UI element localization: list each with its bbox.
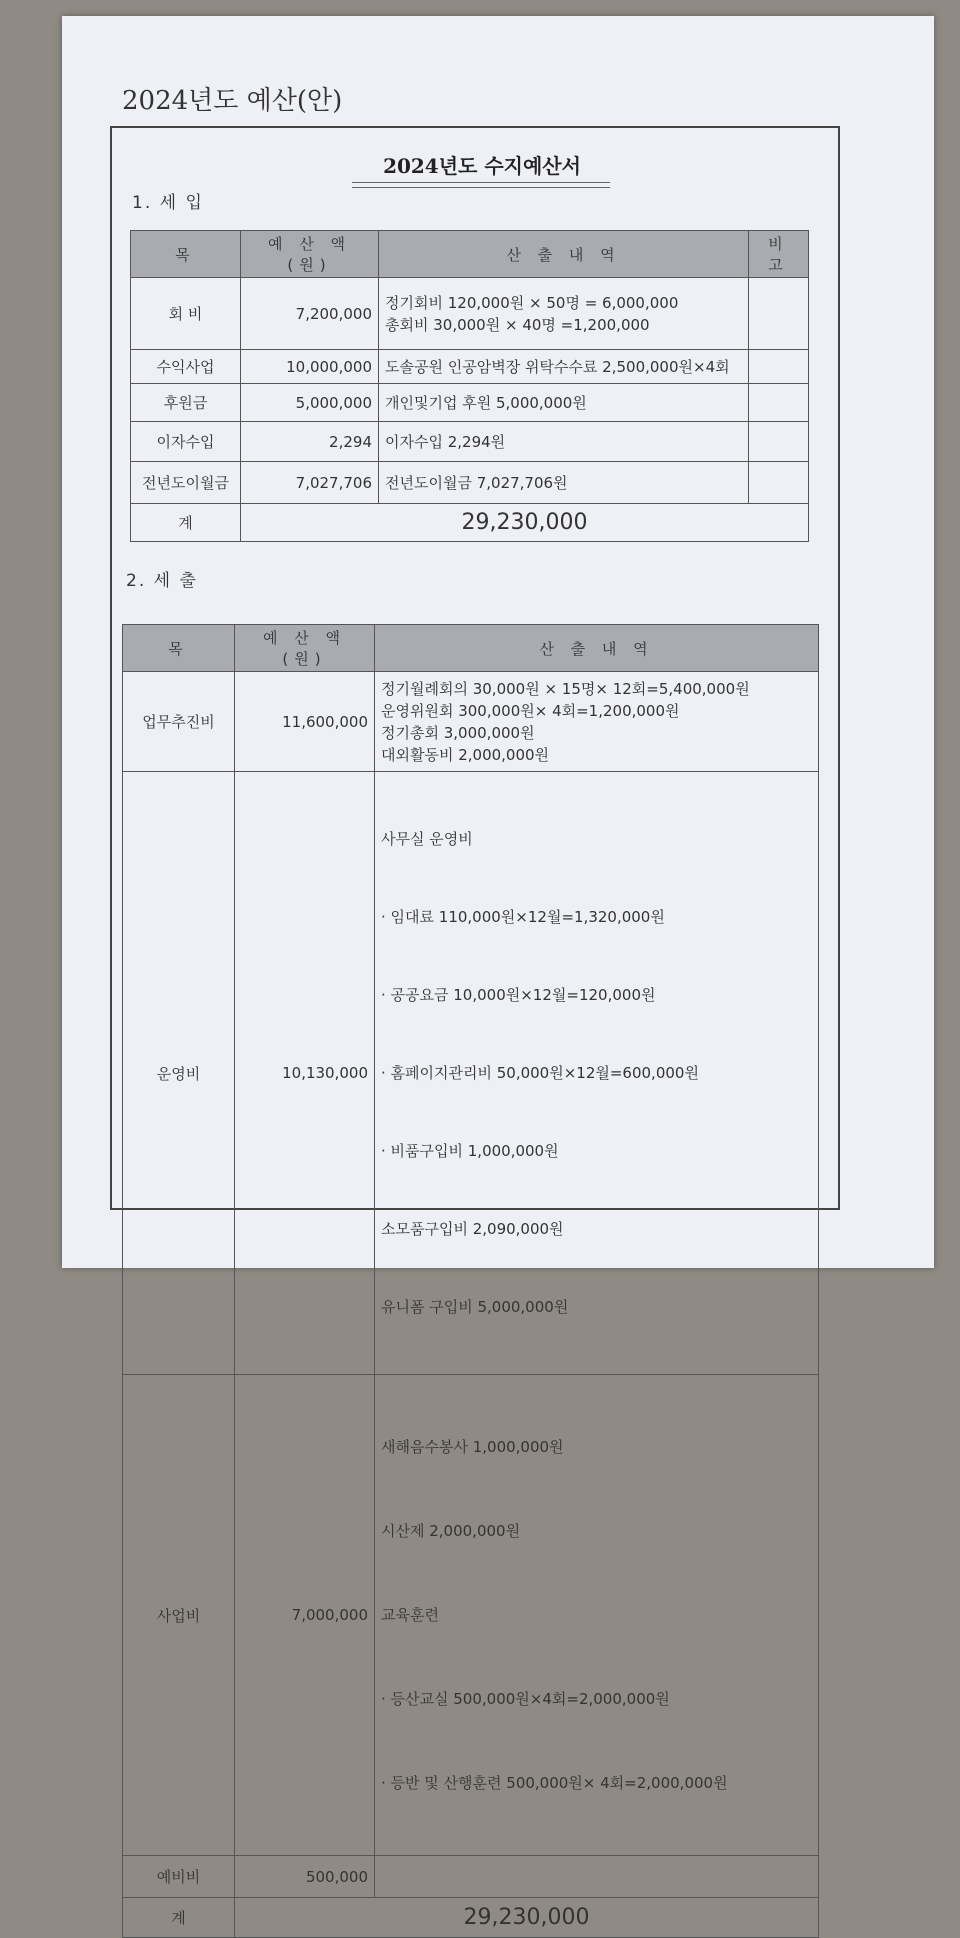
table-row <box>131 462 809 504</box>
table-row <box>123 672 819 772</box>
detail-line: 시산제 2,000,000원 <box>381 1522 521 1540</box>
row-amount: 500,000 <box>235 1856 375 1898</box>
row-item: 수익사업 <box>131 350 241 384</box>
row-amount: 5,000,000 <box>241 384 379 422</box>
table-row <box>131 384 809 422</box>
header-amount: 예 산 액(원) <box>241 231 379 278</box>
header-detail: 산 출 내 역 <box>379 231 749 278</box>
row-amount: 7,027,706 <box>241 462 379 504</box>
detail-line: 새해음수봉사 1,000,000원 <box>381 1438 564 1456</box>
row-amount: 2,294 <box>241 422 379 462</box>
total-amount: 29,230,000 <box>241 504 809 542</box>
row-amount: 10,000,000 <box>241 350 379 384</box>
detail-line: 대외활동비 2,000,000원 <box>381 745 550 764</box>
total-amount: 29,230,000 <box>235 1898 819 1938</box>
detail-line: 사무실 운영비 <box>381 830 473 848</box>
row-item: 이자수입 <box>131 422 241 462</box>
table-row <box>123 772 819 1375</box>
row-item: 회 비 <box>131 278 241 350</box>
row-item: 전년도이월금 <box>131 462 241 504</box>
detail-line: 개인및기업 후원 5,000,000원 <box>385 393 587 412</box>
table-row <box>131 278 809 350</box>
income-table <box>130 230 809 542</box>
row-note <box>749 422 809 462</box>
row-detail <box>375 1375 819 1856</box>
row-detail <box>375 672 819 772</box>
detail-line: 유니폼 구입비 5,000,000원 <box>381 1298 569 1316</box>
row-item: 사업비 <box>123 1375 235 1856</box>
detail-line: 전년도이월금 7,027,706원 <box>385 473 568 492</box>
detail-line: 소모품구입비 2,090,000원 <box>381 1220 564 1238</box>
row-amount: 10,130,000 <box>235 772 375 1375</box>
table-row <box>123 1856 819 1898</box>
page-title: 2024년도 예산(안) <box>122 86 343 116</box>
row-amount: 7,000,000 <box>235 1375 375 1856</box>
detail-line: · 비품구입비 1,000,000원 <box>381 1142 559 1160</box>
table-row <box>131 422 809 462</box>
detail-line: 총회비 30,000원 × 40명 =1,200,000 <box>385 315 650 334</box>
total-row <box>123 1898 819 1938</box>
income-heading: 1. 세 입 <box>132 193 204 213</box>
row-detail <box>379 462 749 504</box>
table-row <box>131 350 809 384</box>
document-title: 2024년도 수지예산서 <box>383 154 581 178</box>
detail-line: 운영위원회 300,000원× 4회=1,200,000원 <box>381 701 680 720</box>
row-note <box>749 462 809 504</box>
row-detail <box>379 422 749 462</box>
row-amount: 11,600,000 <box>235 672 375 772</box>
detail-line: 교육훈련 <box>381 1606 439 1624</box>
total-row <box>131 504 809 542</box>
income-header-row <box>131 231 809 278</box>
row-item: 후원금 <box>131 384 241 422</box>
detail-line: · 홈페이지관리비 50,000원×12월=600,000원 <box>381 1064 699 1082</box>
table-row <box>123 1375 819 1856</box>
row-detail <box>379 384 749 422</box>
row-detail <box>375 772 819 1375</box>
row-note <box>749 384 809 422</box>
total-label: 계 <box>123 1898 235 1938</box>
header-amount: 예 산 액(원) <box>235 625 375 672</box>
expense-heading: 2. 세 출 <box>126 571 198 591</box>
detail-line: 도솔공원 인공암벽장 위탁수수료 2,500,000원×4회 <box>385 357 730 376</box>
expense-table <box>122 624 819 1938</box>
header-item: 목 <box>123 625 235 672</box>
row-item: 업무추진비 <box>123 672 235 772</box>
detail-line: 정기회비 120,000원 × 50명 = 6,000,000 <box>385 293 679 312</box>
header-item: 목 <box>131 231 241 278</box>
expense-header-row <box>123 625 819 672</box>
row-detail <box>379 278 749 350</box>
row-note <box>749 278 809 350</box>
row-detail <box>379 350 749 384</box>
detail-line: · 등산교실 500,000원×4회=2,000,000원 <box>381 1690 670 1708</box>
header-detail: 산 출 내 역 <box>375 625 819 672</box>
detail-line: · 임대료 110,000원×12월=1,320,000원 <box>381 908 665 926</box>
header-note: 비 고 <box>749 231 809 278</box>
row-item: 예비비 <box>123 1856 235 1898</box>
detail-line: 정기월례회의 30,000원 × 15명× 12회=5,400,000원 <box>381 679 750 698</box>
detail-line: · 공공요금 10,000원×12월=120,000원 <box>381 986 656 1004</box>
row-amount: 7,200,000 <box>241 278 379 350</box>
detail-line: 정기총회 3,000,000원 <box>381 723 535 742</box>
title-underline <box>352 182 610 188</box>
detail-line: · 등반 및 산행훈련 500,000원× 4회=2,000,000원 <box>381 1774 728 1792</box>
row-detail <box>375 1856 819 1898</box>
row-item: 운영비 <box>123 772 235 1375</box>
row-note <box>749 350 809 384</box>
detail-line: 이자수입 2,294원 <box>385 432 506 451</box>
total-label: 계 <box>131 504 241 542</box>
